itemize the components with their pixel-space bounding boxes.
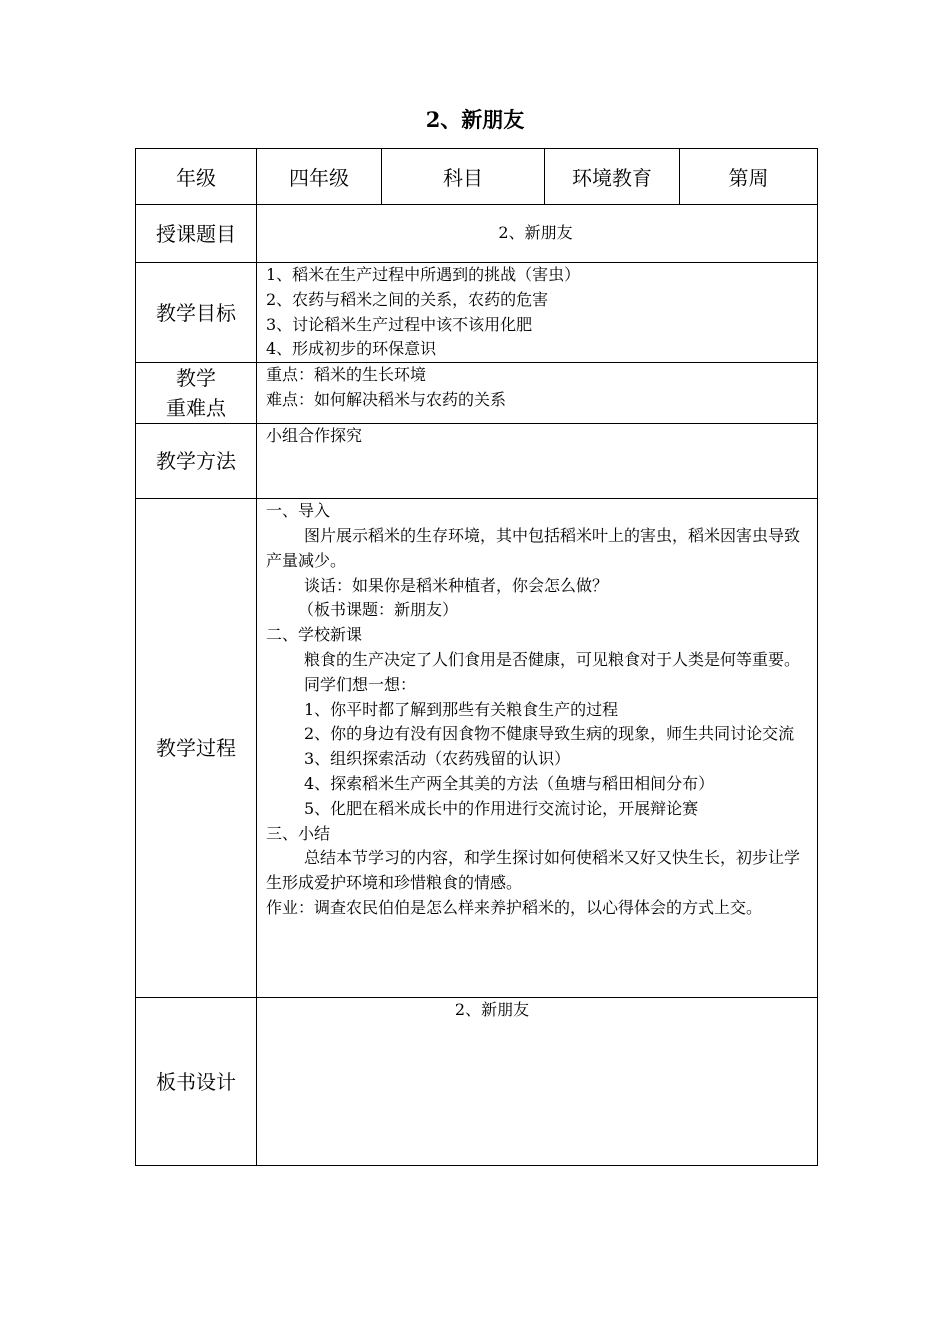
- grade-label: 年级: [136, 149, 257, 205]
- key-points-row: [136, 363, 818, 424]
- objectives-content: [257, 263, 818, 363]
- list-item: 1、你平时都了解到那些有关粮食生产的过程: [304, 699, 619, 719]
- objective-item: 4、形成初步的环保意识: [266, 339, 437, 359]
- page-title: 2、新朋友: [425, 107, 525, 132]
- section-title: 一、导入: [266, 501, 331, 521]
- header-row: [136, 149, 818, 205]
- key-points-label: [136, 363, 257, 424]
- section-title: 三、小结: [266, 823, 331, 843]
- paragraph: 谈话：如果你是稻米种植者，你会怎么做？: [304, 575, 609, 595]
- process-label: 教学过程: [136, 499, 257, 998]
- key-points-content: [257, 363, 818, 424]
- objectives-label: 教学目标: [136, 263, 257, 363]
- objective-item: 1、稻米在生产过程中所遇到的挑战（害虫）: [266, 265, 581, 284]
- process-content: [257, 499, 818, 998]
- list-item: 4、探索稻米生产两全其美的方法（鱼塘与稻田相间分布）: [304, 773, 715, 793]
- paragraph: 同学们想一想：: [304, 674, 417, 694]
- paragraph: 总结本节学习的内容，和学生探讨如何使稻米又好又快生长，初步让学生形成爱护环境和珍惜粮食的情感。: [266, 848, 801, 893]
- objective-item: 2、农药与稻米之间的关系，农药的危害: [266, 289, 549, 309]
- objectives-row: [136, 263, 818, 363]
- key-points-label-line2: 重难点: [166, 396, 226, 421]
- section-title: 二、学校新课: [266, 625, 363, 645]
- grade-value: 四年级: [257, 149, 382, 205]
- topic-value: 2、新朋友: [257, 205, 818, 263]
- board-label: 板书设计: [136, 998, 257, 1166]
- objective-item: 3、讨论稻米生产过程中该不该用化肥: [266, 314, 533, 334]
- method-value: 小组合作探究: [257, 424, 818, 499]
- homework-text: 作业：调查农民伯伯是怎么样来养护稻米的，以心得体会的方式上交。: [266, 897, 763, 917]
- process-row: [136, 499, 818, 998]
- board-text: 2、新朋友: [454, 1000, 530, 1020]
- subject-label: 科目: [382, 149, 545, 205]
- list-item: 2、你的身边有没有因食物不健康导致生病的现象，师生共同讨论交流: [304, 724, 795, 744]
- subject-value: 环境教育: [545, 149, 680, 205]
- lesson-plan-table: [135, 148, 818, 1166]
- board-value: [257, 998, 818, 1166]
- method-label: 教学方法: [136, 424, 257, 499]
- list-item: 5、化肥在稻米成长中的作用进行交流讨论，开展辩论赛: [304, 798, 699, 818]
- paragraph: 图片展示稻米的生存环境，其中包括稻米叶上的害虫，稻米因害虫导致产量减少。: [266, 525, 801, 570]
- method-row: [136, 424, 818, 499]
- topic-label: 授课题目: [136, 205, 257, 263]
- paragraph: （板书课题：新朋友）: [298, 600, 459, 620]
- list-item: 3、组织探索活动（农药残留的认识）: [304, 749, 571, 769]
- week-label: 第周: [680, 149, 818, 205]
- paragraph: 粮食的生产决定了人们食用是否健康，可见粮食对于人类是何等重要。: [304, 649, 801, 669]
- key-points-label-line1: 教学: [176, 366, 216, 391]
- difficulty-text: 难点：如何解决稻米与农药的关系: [266, 389, 507, 409]
- focus-text: 重点：稻米的生长环境: [266, 365, 427, 385]
- board-row: [136, 998, 818, 1166]
- topic-row: [136, 205, 818, 263]
